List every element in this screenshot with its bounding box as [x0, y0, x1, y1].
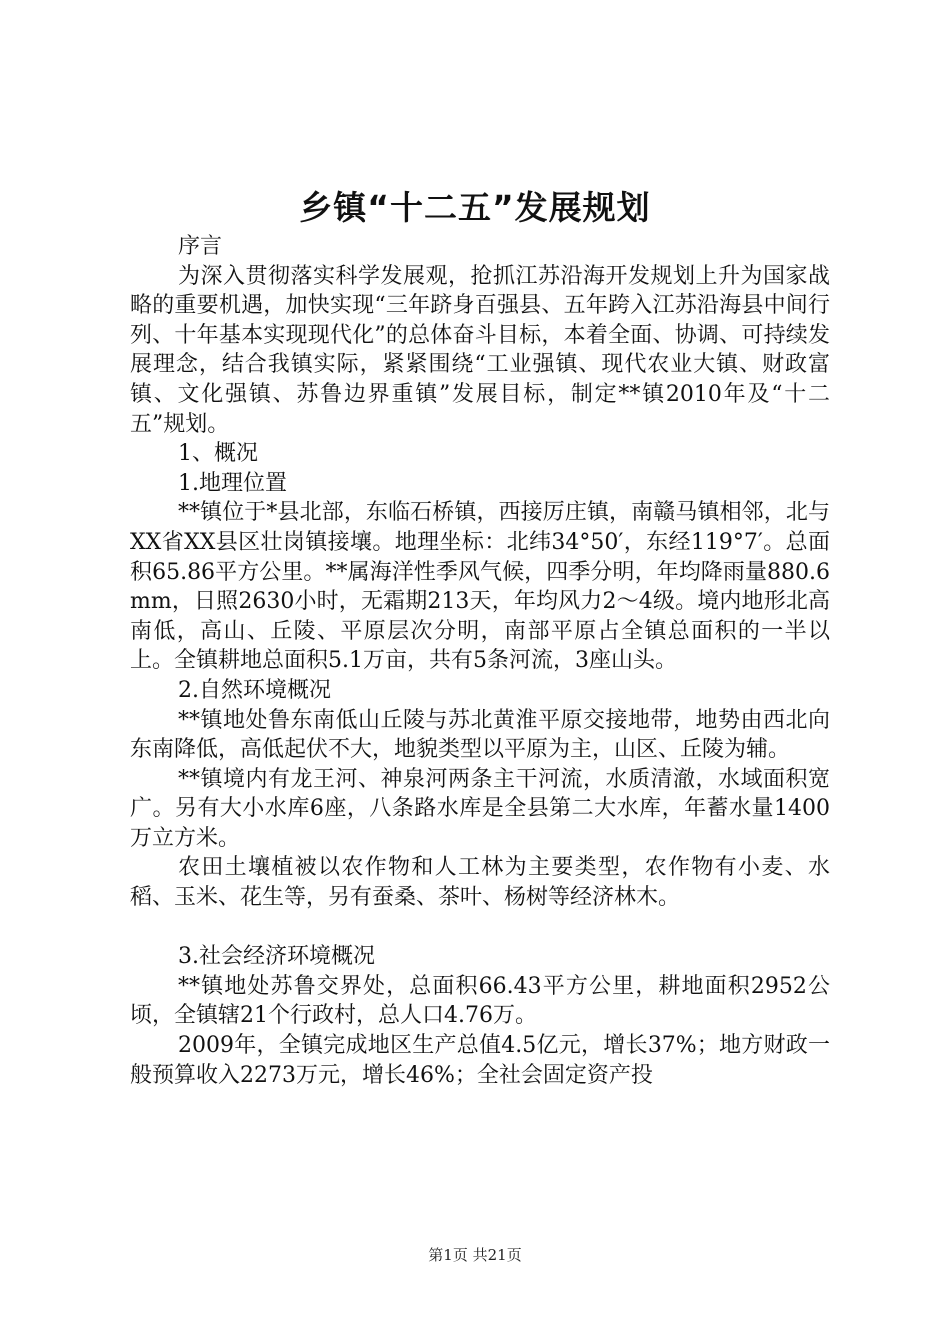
page-footer: 第1页 共21页	[428, 1246, 522, 1264]
document-body	[130, 232, 830, 1090]
subheading-location: 1.地理位置	[178, 470, 287, 496]
terrain-paragraph: **镇地处鲁东南低山丘陵与苏北黄淮平原交接地带，地势由西北向东南降低，高低起伏不大，地貌类型以平原为主，山区、丘陵为辅。	[130, 707, 830, 763]
socioeconomic-paragraph: **镇地处苏鲁交界处，总面积66.43平方公里，耕地面积2952公顷，全镇辖21个行政村，总人口4.76万。	[130, 973, 830, 1029]
subheading-socioeconomic: 3.社会经济环境概况	[178, 944, 375, 970]
rivers-paragraph: **镇境内有龙王河、神泉河两条主干河流，水质清澈，水域面积宽广。另有大小水库6座，八条路水库是全县第二大水库，年蓄水量1400万立方米。	[130, 766, 830, 851]
preface-heading: 序言	[178, 234, 223, 259]
economy-2009-paragraph: 2009年，全镇完成地区生产总值4.5亿元，增长37%；地方财政一般预算收入2273万元，增长46%；全社会固定资产投	[130, 1033, 830, 1088]
vegetation-paragraph: 农田土壤植被以农作物和人工林为主要类型，农作物有小麦、水稻、玉米、花生等，另有蚕桑、茶叶、杨树等经济林木。	[130, 855, 830, 911]
preface-paragraph: 为深入贯彻落实科学发展观，抢抓江苏沿海开发规划上升为国家战略的重要机遇，加快实现“三年跻身百强县、五年跨入江苏沿海县中间行列、十年基本实现现代化”的总体奋斗目标，本着全面、协调、可持续发展理念，结合我镇实际，紧紧围绕“工业强镇、现代农业大镇、财政富镇、文化强镇、苏鲁边界重镇”发展目标，制定**镇2010年及“十二五”规划。	[130, 263, 830, 437]
location-paragraph: **镇位于*县北部，东临石桥镇，西接厉庄镇，南赣马镇相邻，北与XX省XX县区壮岗镇接壤。地理坐标：北纬34°50′，东经119°7′。总面积65.86平方公里。**属海洋性季风气候，四季分明，年均降雨量880.6mm，日照2630小时，无霜期213天，年均风力2～4级。境内地形北高南低，高山、丘陵、平原层次分明，南部平原占全镇总面积的一半以上。全镇耕地总面积5.1万亩，共有5条河流，3座山头。	[130, 500, 830, 674]
subheading-natural-environment: 2.自然环境概况	[178, 677, 331, 703]
document-title: 乡镇“十二五”发展规划	[299, 188, 651, 227]
section-heading-overview: 1、概况	[178, 441, 258, 467]
blank-line	[130, 913, 830, 943]
